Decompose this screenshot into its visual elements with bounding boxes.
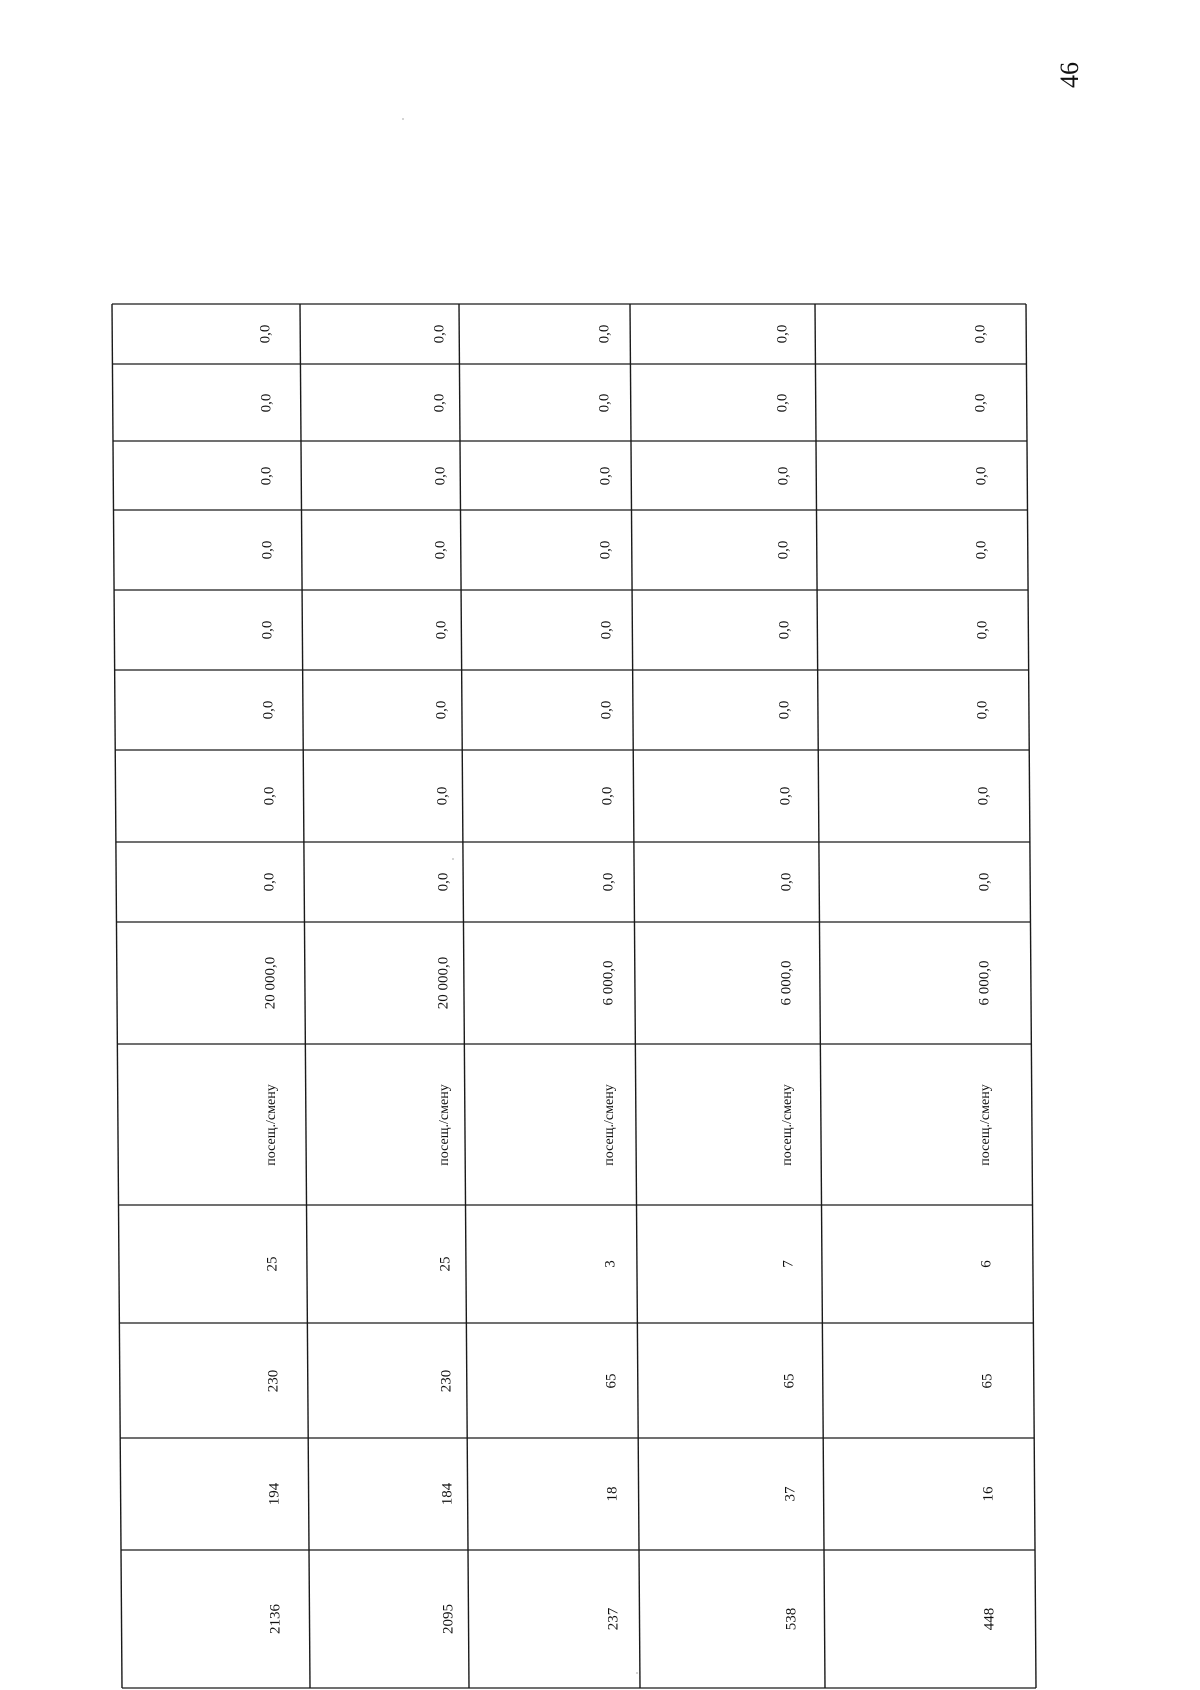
grid-line [112,304,122,1688]
table-cell: 0,0 [259,620,276,640]
table-cell: 237 [605,1607,622,1631]
table-cell: 0,0 [431,393,448,412]
table-cell: 6 000,0 [778,960,795,1006]
table-cell: 0,0 [434,786,451,806]
table-cell: 0,0 [597,540,614,560]
table-cell: 65 [603,1373,620,1388]
table-cell: посещ./смену [780,1083,796,1166]
table-cell: 25 [264,1256,281,1272]
table-cell: 0,0 [776,700,793,720]
grid-line [300,304,310,1688]
table-cell: 0,0 [431,324,448,344]
table-cell: 0,0 [598,620,615,640]
table-cell: 6 000,0 [600,960,617,1006]
table-cell: 0,0 [596,393,613,412]
table-cell: 2095 [440,1604,457,1634]
table-cell: 0,0 [259,540,276,560]
table-cell: 0,0 [775,540,792,560]
table-cell: посещ./смену [263,1083,279,1166]
table-cell: 0,0 [775,466,792,485]
table-cell: 65 [781,1373,798,1388]
table-cell: 0,0 [976,872,993,892]
grid-line [630,304,640,1688]
table-cell: 0,0 [776,620,793,640]
table-cell: посещ./смену [437,1083,453,1166]
table-cell: 184 [439,1482,456,1506]
grid-line [1026,304,1036,1688]
table-cell: 2136 [267,1604,283,1634]
table-cell: 18 [604,1486,621,1502]
table-cell: 0,0 [261,786,278,806]
table-cell: 0,0 [258,466,275,485]
table-cell: 0,0 [258,393,275,412]
table-cell: 0,0 [261,872,278,892]
table-cell: 0,0 [973,540,990,560]
table-cell: 230 [438,1369,455,1392]
table-cell: 0,0 [972,393,989,412]
table-cell: 0,0 [975,786,992,806]
table-cell: посещ./смену [978,1083,994,1166]
table-cell: 7 [780,1260,797,1268]
table-cell: 20 000,0 [435,956,452,1010]
grid-line [459,304,469,1688]
grid-line [815,304,825,1688]
page-number: 46 [1055,62,1084,88]
table-cell: 0,0 [260,700,277,720]
table-cell: 0,0 [433,700,450,720]
table-cell: 0,0 [599,786,616,806]
table-cell: 0,0 [972,324,989,344]
table-cell: 37 [782,1486,799,1502]
table-cell: 230 [265,1369,282,1392]
table-cell: 0,0 [435,872,452,892]
table-cell: 448 [981,1607,998,1631]
table-cell: 0,0 [257,324,274,344]
table-cell: 0,0 [432,466,449,485]
table-cell: 0,0 [598,700,615,720]
table-cell: 0,0 [778,872,795,892]
table-cell: 0,0 [433,620,450,640]
table-cell: 6 000,0 [976,960,993,1006]
table-cell: 0,0 [597,466,614,485]
table-cell: 0,0 [600,872,617,892]
table-cell: 538 [783,1607,800,1631]
table-cell: 3 [602,1260,619,1268]
table-cell: 0,0 [777,786,794,806]
table-cell: 194 [266,1482,283,1506]
table-cell: 0,0 [774,324,791,344]
table-cell: 25 [437,1256,454,1272]
table-cell: посещ./смену [602,1083,618,1166]
table-cell: 0,0 [432,540,449,560]
table-cell: 0,0 [973,466,990,485]
table-cell: 16 [980,1486,997,1502]
table-cell: 6 [978,1260,995,1268]
table-cell: 20 000,0 [262,956,279,1010]
table-cell: 0,0 [596,324,613,344]
table-cell: 0,0 [974,700,991,720]
table-cell: 0,0 [774,393,791,412]
table-cell: 65 [979,1373,996,1388]
table-cell: 0,0 [974,620,991,640]
